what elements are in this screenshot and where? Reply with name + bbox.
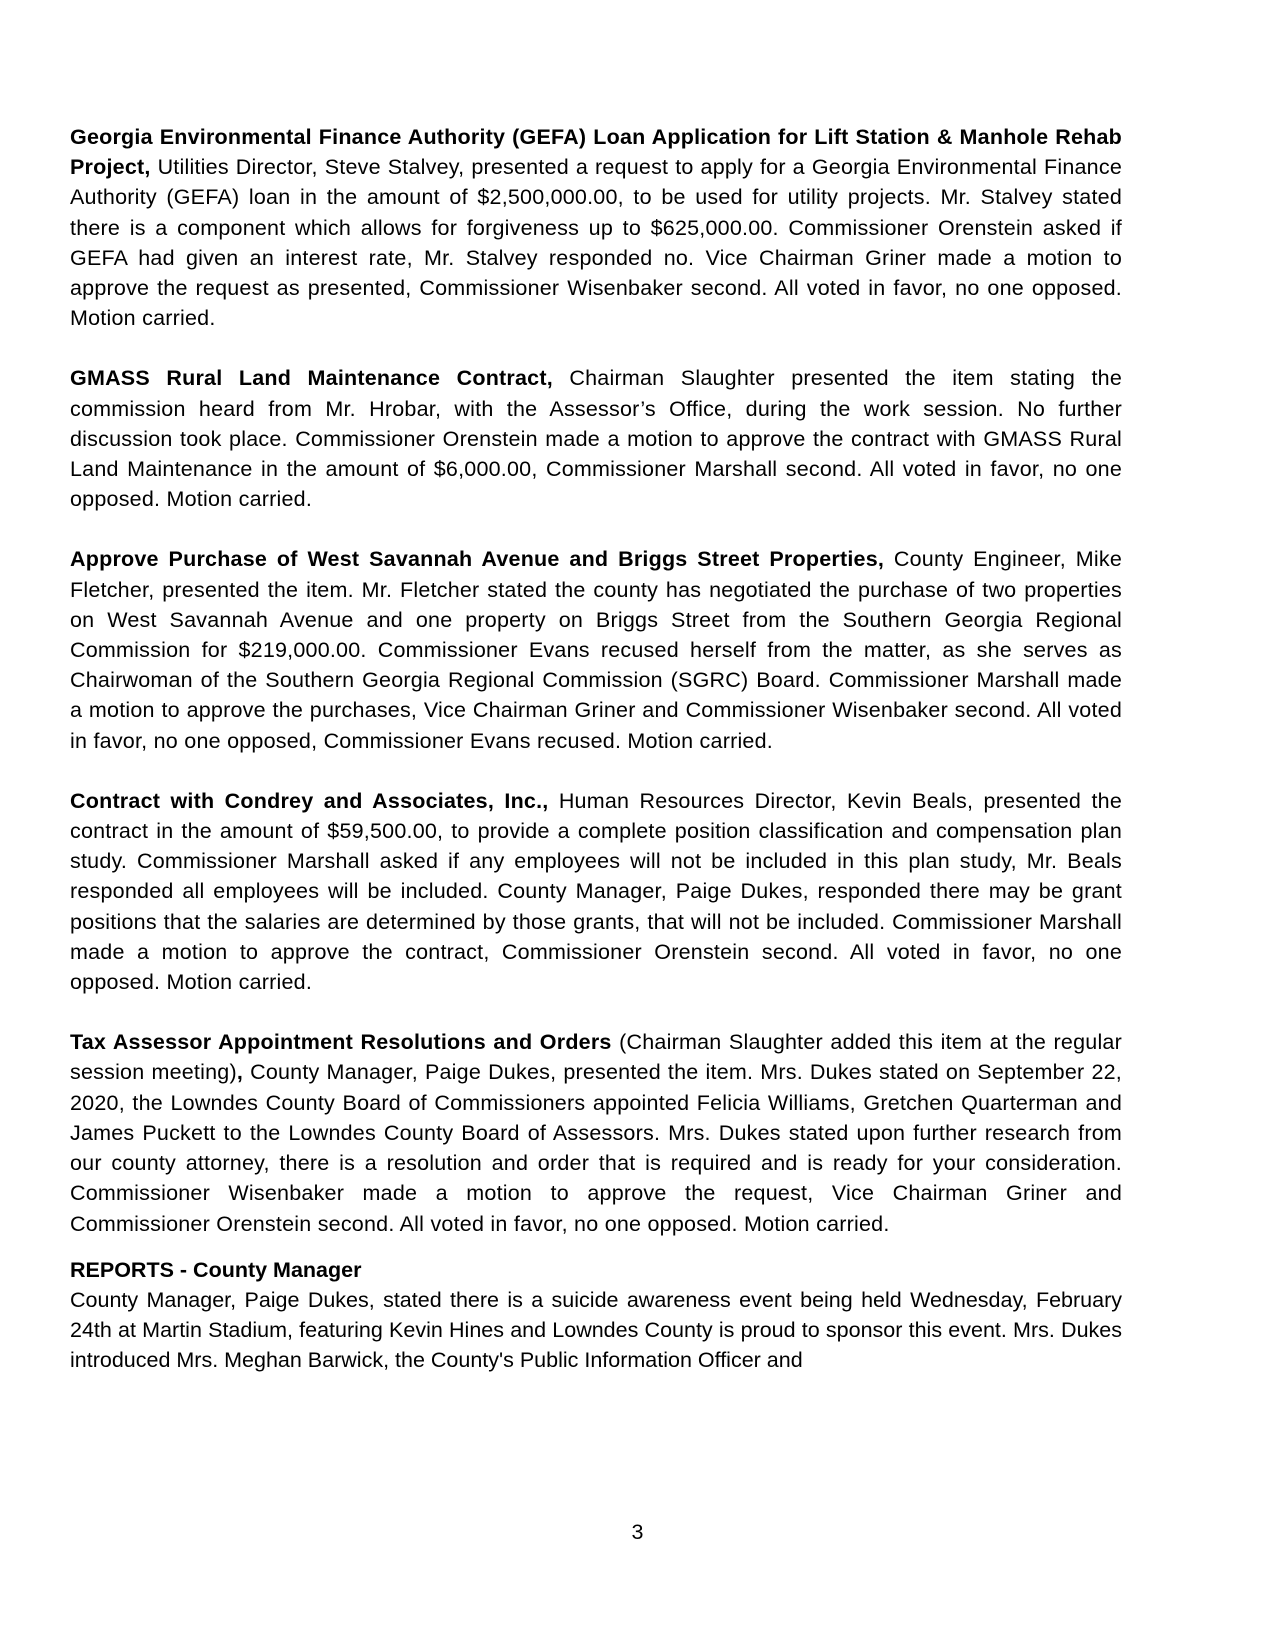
paragraph-body-gmass-contract: Chairman Slaughter presented the item stating the commission heard from Mr. Hrobar, with the Assessor’s Office, during the work session. No further discussion took place. Commissioner Orenstein made a motion to approve the contract with GMASS Rural Land Maintenance in the amount of $6,000.00, Commissioner Marshall second. All voted in favor, no one opposed. Motion carried. <box>70 366 1123 512</box>
paragraph-tax-assessor-appointment <box>70 1027 1122 1238</box>
paragraph-condrey-contract <box>70 786 1122 997</box>
paragraph-lead-west-savannah-briggs-properties: Approve Purchase of West Savannah Avenue and Briggs Street Properties, <box>70 547 885 572</box>
paragraph-lead-comma-tax-assessor-appointment: , <box>236 1060 244 1085</box>
paragraph-body-gefa-loan: Utilities Director, Steve Stalvey, presented a request to apply for a Georgia Environmental Finance Authority (GEFA) loan in the amount of $2,500,000.00, to be used for utility projects. Mr. Stalvey stated there is a component which allows for forgiveness up to $625,000.00. Commissioner Orenstein asked if GEFA had given an interest rate, Mr. Stalvey responded no. Vice Chairman Griner made a motion to approve the request as presented, Commissioner Wisenbaker second. All voted in favor, no one opposed. Motion carried. <box>70 155 1122 331</box>
paragraph-west-savannah-briggs-properties <box>70 544 1122 755</box>
reports-section-heading: REPORTS - County Manager <box>70 1257 362 1282</box>
paragraph-body-condrey-contract: Human Resources Director, Kevin Beals, presented the contract in the amount of $59,500.00, to provide a complete position classification and compensation plan study. Commissioner Marshall asked if any employees will not be included in this plan study, Mr. Beals responded all employees will be included. County Manager, Paige Dukes, responded there may be grant positions that the salaries are determined by those grants, that will not be included. Commissioner Marshall made a motion to approve the contract, Commissioner Orenstein second. All voted in favor, no one opposed. Motion carried. <box>70 788 1122 995</box>
paragraph-lead-condrey-contract: Contract with Condrey and Associates, Inc., <box>70 788 549 813</box>
reports-section-spacer <box>70 1239 1122 1255</box>
paragraph-lead-gefa-loan: Georgia Environmental Finance Authority (GEFA) Loan Application for Lift Station & Manhole Rehab Project, <box>70 125 1122 180</box>
paragraph-lead-gmass-contract: GMASS Rural Land Maintenance Contract, <box>70 366 553 391</box>
reports-section-body: County Manager, Paige Dukes, stated there is a suicide awareness event being held Wednesday, February 24th at Martin Stadium, featuring Kevin Hines and Lowndes County is proud to sponsor this event. Mrs. Dukes introduced Mrs. Meghan Barwick, the County's Public Information Officer and <box>70 1287 1122 1373</box>
paragraph-gmass-contract <box>70 363 1122 514</box>
paragraph-body-west-savannah-briggs-properties: County Engineer, Mike Fletcher, presented the item. Mr. Fletcher stated the county has negotiated the purchase of two properties on West Savannah Avenue and one property on Briggs Street from the Southern Georgia Regional Commission for $219,000.00. Commissioner Evans recused herself from the matter, as she serves as Chairwoman of the Southern Georgia Regional Commission (SGRC) Board. Commissioner Marshall made a motion to approve the purchases, Vice Chairman Griner and Commissioner Wisenbaker second. All voted in favor, no one opposed, Commissioner Evans recused. Motion carried. <box>70 547 1122 753</box>
reports-county-manager-section <box>70 1255 1122 1376</box>
page-number: 3 <box>631 1520 644 1544</box>
paragraph-gefa-loan <box>70 122 1122 333</box>
paragraph-lead-tax-assessor-appointment: Tax Assessor Appointment Resolutions and Orders <box>70 1030 612 1055</box>
page-content-column <box>70 122 1122 1376</box>
paragraph-parenthetical-tax-assessor-appointment: (Chairman Slaughter added this item at the regular session meeting) <box>70 1030 1122 1085</box>
paragraph-body-tax-assessor-appointment: County Manager, Paige Dukes, presented the item. Mrs. Dukes stated on September 22, 2020, the Lowndes County Board of Commissioners appointed Felicia Williams, Gretchen Quarterman and James Puckett to the Lowndes County Board of Assessors. Mrs. Dukes stated upon further research from our county attorney, there is a resolution and order that is required and is ready for your consideration. Commissioner Wisenbaker made a motion to approve the request, Vice Chairman Griner and Commissioner Orenstein second. All voted in favor, no one opposed. Motion carried. <box>70 1060 1122 1236</box>
